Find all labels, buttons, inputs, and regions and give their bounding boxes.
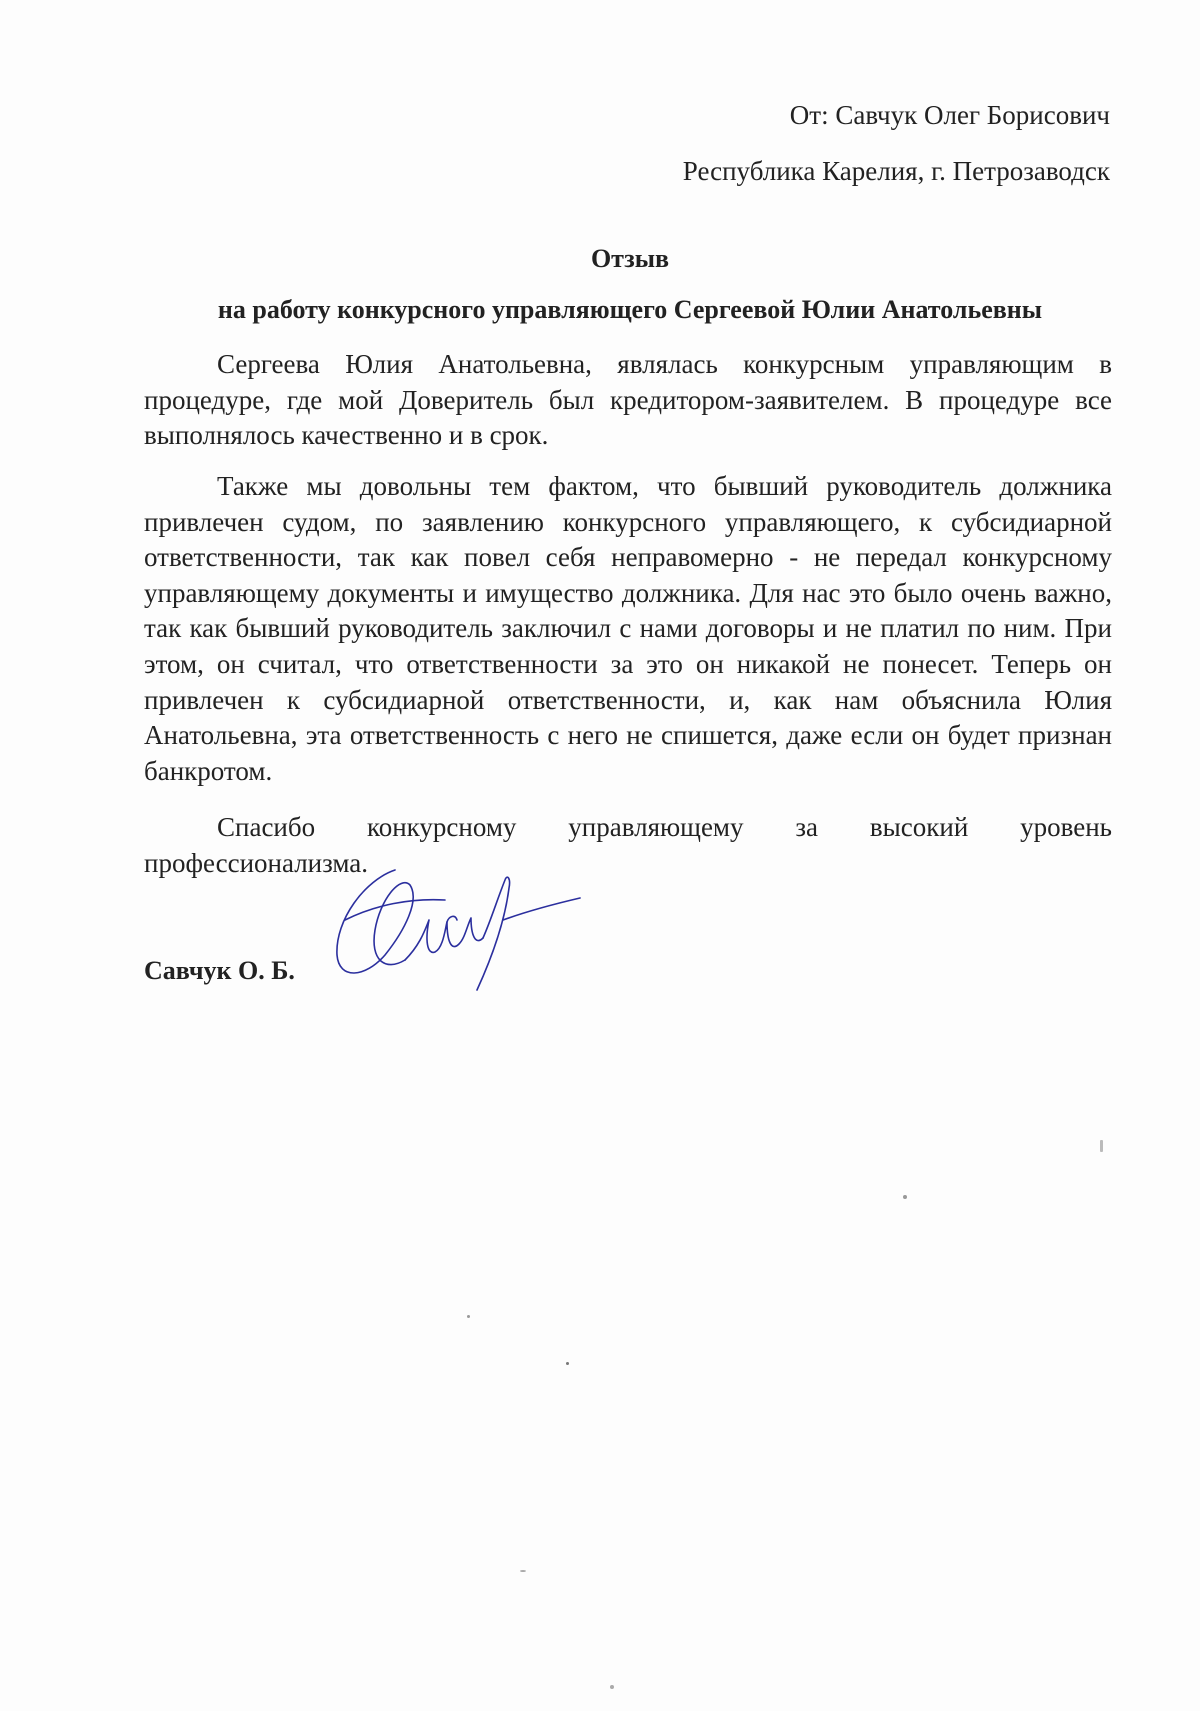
document-title: Отзыв	[590, 244, 670, 273]
paper-speck	[520, 1570, 526, 1572]
paper-speck	[1100, 1140, 1103, 1152]
paper-speck	[903, 1195, 907, 1199]
signer-name: Савчук О. Б.	[144, 956, 295, 985]
body-paragraph-3: Спасибо конкурсному управляющему за высокий уровень профессионализма.	[144, 812, 1112, 878]
body-paragraph-1: Сергеева Юлия Анатольевна, являлась конкурсным управляющим в процедуре, где мой Доверитель был кредитором-заявителем. В процедуре все выполнялось качественно и в срок.	[144, 349, 1112, 451]
body-paragraph-2: Также мы довольны тем фактом, что бывший руководитель должника привлечен судом, по заявлению конкурсного управляющего, к субсидиарной ответственности, так как повел себя неправомерно - не передал конкурсному управляющему документы и имущество должника. Для нас это было очень важно, так как бывший руководитель заключил с нами договоры и не платил по ним. При этом, он считал, что ответственности за это он никакой не понесет. Теперь он привлечен к субсидиарной ответственности, и, как нам объяснила Юлия Анатольевна, эта ответственность с него не спишется, даже если он будет признан банкротом.	[144, 471, 1112, 786]
paper-speck	[467, 1315, 470, 1318]
sender-location: Республика Карелия, г. Петрозаводск	[682, 156, 1110, 186]
paper-speck	[610, 1685, 614, 1689]
paper-speck	[566, 1362, 569, 1365]
document-subtitle: на работу конкурсного управляющего Сергеевой Юлии Анатольевны	[217, 295, 1043, 324]
handwritten-signature	[325, 860, 585, 1010]
sender-line: От: Савчук Олег Борисович	[789, 100, 1110, 130]
